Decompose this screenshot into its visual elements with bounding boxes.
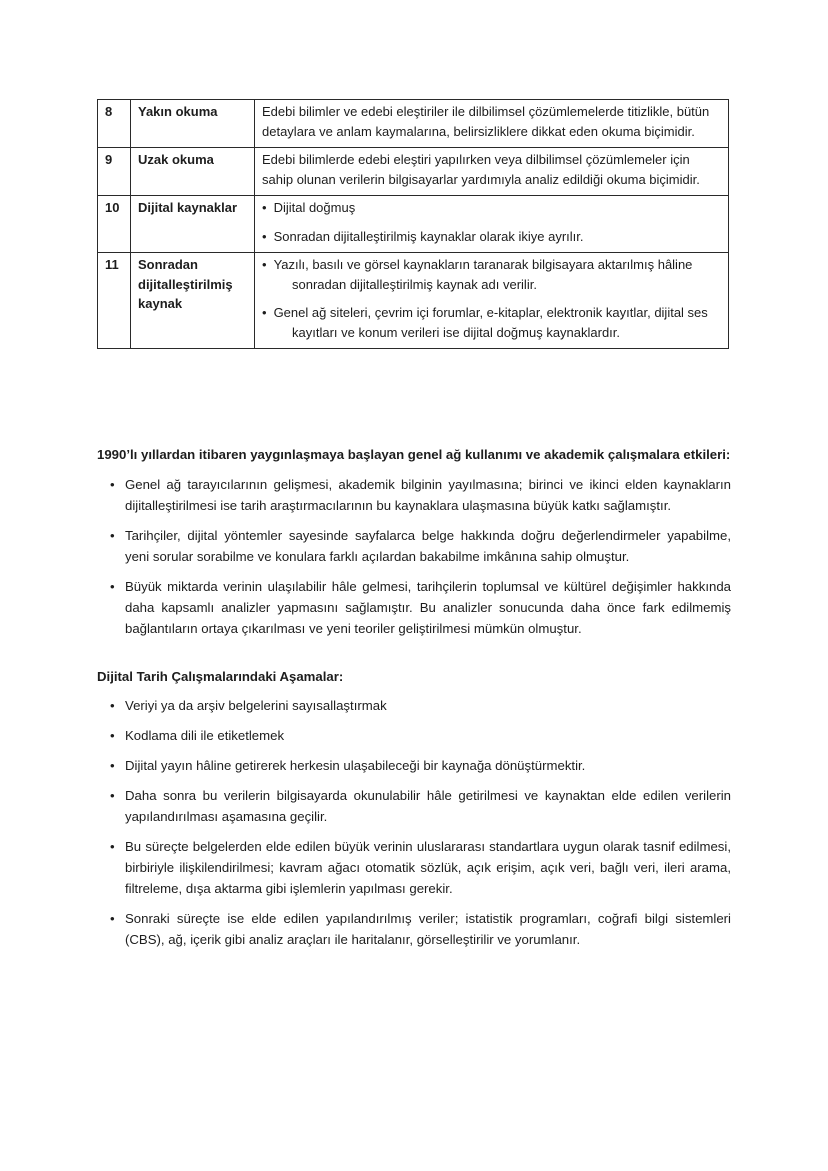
table-bullet-item [262, 198, 721, 218]
bullet-item [110, 755, 731, 776]
row-description [255, 100, 729, 148]
bullet-icon: • [110, 758, 115, 773]
row-term: Dijital kaynaklar [131, 196, 255, 253]
row-term: Sonradan dijitalleştirilmiş kaynak [131, 253, 255, 349]
bullet-icon: • [110, 527, 115, 543]
table-bullet-text: Genel ağ siteleri, çevrim içi forumlar, e-kitaplar, elektronik kayıtlar, dijital ses kayıtları ve konum verileri ise dijital doğmuş kaynaklardır. [273, 305, 708, 340]
bullet-icon: • [110, 788, 115, 803]
bullet-icon: • [110, 911, 115, 926]
section-digital-history-stages [97, 666, 731, 951]
bullet-text: Kodlama dili ile etiketlemek [125, 728, 285, 743]
row-description-text: Edebi bilimlerde edebi eleştiri yapılırken veya dilbilimsel çözümlemeler için sahip olunan verilerin bilgisayarlar yardımıyla analiz edildiği okuma biçimidir. [262, 152, 700, 187]
row-term: Uzak okuma [131, 148, 255, 196]
bullet-icon: • [262, 200, 267, 215]
definitions-table [97, 99, 729, 349]
row-description [255, 196, 729, 253]
row-number: 10 [98, 196, 131, 253]
bullet-icon: • [262, 305, 267, 320]
bullet-text: Genel ağ tarayıcılarının gelişmesi, akademik bilginin yayılmasına; birinci ve ikinci elden kaynakların dijitalleştirilmesi ise tarih araştırmacılarının bu kaynaklara ulaşmasına büyük katkı sağlamıştır. [125, 476, 731, 513]
table-row [98, 196, 729, 253]
bullet-item [110, 908, 731, 950]
bullet-item [110, 474, 731, 516]
table-bullet-text: Sonradan dijitalleştirilmiş kaynaklar olarak ikiye ayrılır. [273, 228, 584, 244]
section-heading: 1990’lı yıllardan itibaren yaygınlaşmaya başlayan genel ağ kullanımı ve akademik çalışmalara etkileri: [97, 447, 731, 462]
bullet-text: Tarihçiler, dijital yöntemler sayesinde sayfalarca belge hakkında doğru değerlendirmeler yapabilme, yeni sorular sorabilme ve konulara farklı açılardan bakabilme imkânına sahip olmuştur. [125, 527, 731, 564]
row-number: 9 [98, 148, 131, 196]
table-bullet-text: Yazılı, basılı ve görsel kaynakların taranarak bilgisayara aktarılmış hâline sonradan dijitalleştirilmiş kaynak adı verilir. [273, 257, 693, 292]
table-row [98, 253, 729, 349]
row-description [255, 253, 729, 349]
row-number: 8 [98, 100, 131, 148]
row-term: Yakın okuma [131, 100, 255, 148]
table-bullet-text: Dijital doğmuş [273, 200, 356, 215]
bullet-icon: • [110, 698, 115, 713]
row-number: 11 [98, 253, 131, 349]
table-row [98, 148, 729, 196]
bullet-text: Dijital yayın hâline getirerek herkesin ulaşabileceği bir kaynağa dönüştürmektir. [125, 758, 586, 773]
bullet-icon: • [110, 839, 115, 854]
bullet-list [97, 474, 731, 639]
bullet-item [110, 695, 731, 716]
row-description [255, 148, 729, 196]
bullet-item [110, 576, 731, 639]
bullet-item [110, 836, 731, 899]
section-heading: Dijital Tarih Çalışmalarındaki Aşamalar: [97, 668, 344, 684]
bullet-text: Bu süreçte belgelerden elde edilen büyük verinin uluslararası standartlara uygun olarak tasnif edilmesi, birbiriyle ilişkilendirilmesi; kavram ağacı otomatik sözlük, açık erişim, açık veri, bağlı veri, ileri arama, filtreleme, dışa aktarma gibi işlemlerin yapılması gerekir. [125, 839, 731, 896]
table-bullet-item [262, 303, 721, 342]
bullet-list [97, 695, 731, 950]
bullet-item [110, 525, 731, 567]
bullet-icon: • [110, 578, 115, 594]
bullet-icon: • [262, 228, 267, 244]
bullet-icon: • [110, 476, 115, 492]
bullet-text: Daha sonra bu verilerin bilgisayarda okunulabilir hâle getirilmesi ve kaynaktan elde edilen verilerin yapılandırılması aşamasına geçilir. [125, 788, 731, 824]
row-description-text: Edebi bilimler ve edebi eleştiriler ile dilbilimsel çözümlemelerde titizlikle, bütün detaylara ve anlam kaymalarına, belirsizliklere dikkat eden okuma biçimidir. [262, 104, 710, 139]
table-row [98, 100, 729, 148]
bullet-item [110, 785, 731, 827]
bullet-text: Veriyi ya da arşiv belgelerini sayısallaştırmak [125, 698, 387, 713]
table-bullet-item [262, 255, 721, 294]
section-internet-effects [97, 444, 731, 639]
bullet-text: Sonraki süreçte ise elde edilen yapılandırılmış veriler; istatistik programları, coğrafi bilgi sistemleri (CBS), ağ, içerik gibi analiz araçları ile haritalanır, görselleştirilir ve yorumlanır. [125, 911, 731, 947]
bullet-text: Büyük miktarda verinin ulaşılabilir hâle gelmesi, tarihçilerin toplumsal ve kültürel değişimler hakkında daha kapsamlı analizler yapmasını sağlamıştır. Bu analizler sonucunda daha önce fark edilmemiş bağlantıların ortaya çıkarılması ve yeni teoriler geliştirilmesi mümkün olmuştur. [125, 578, 731, 636]
bullet-icon: • [262, 257, 267, 272]
table-bullet-item [262, 227, 721, 247]
bullet-icon: • [110, 728, 115, 743]
bullet-item [110, 725, 731, 746]
